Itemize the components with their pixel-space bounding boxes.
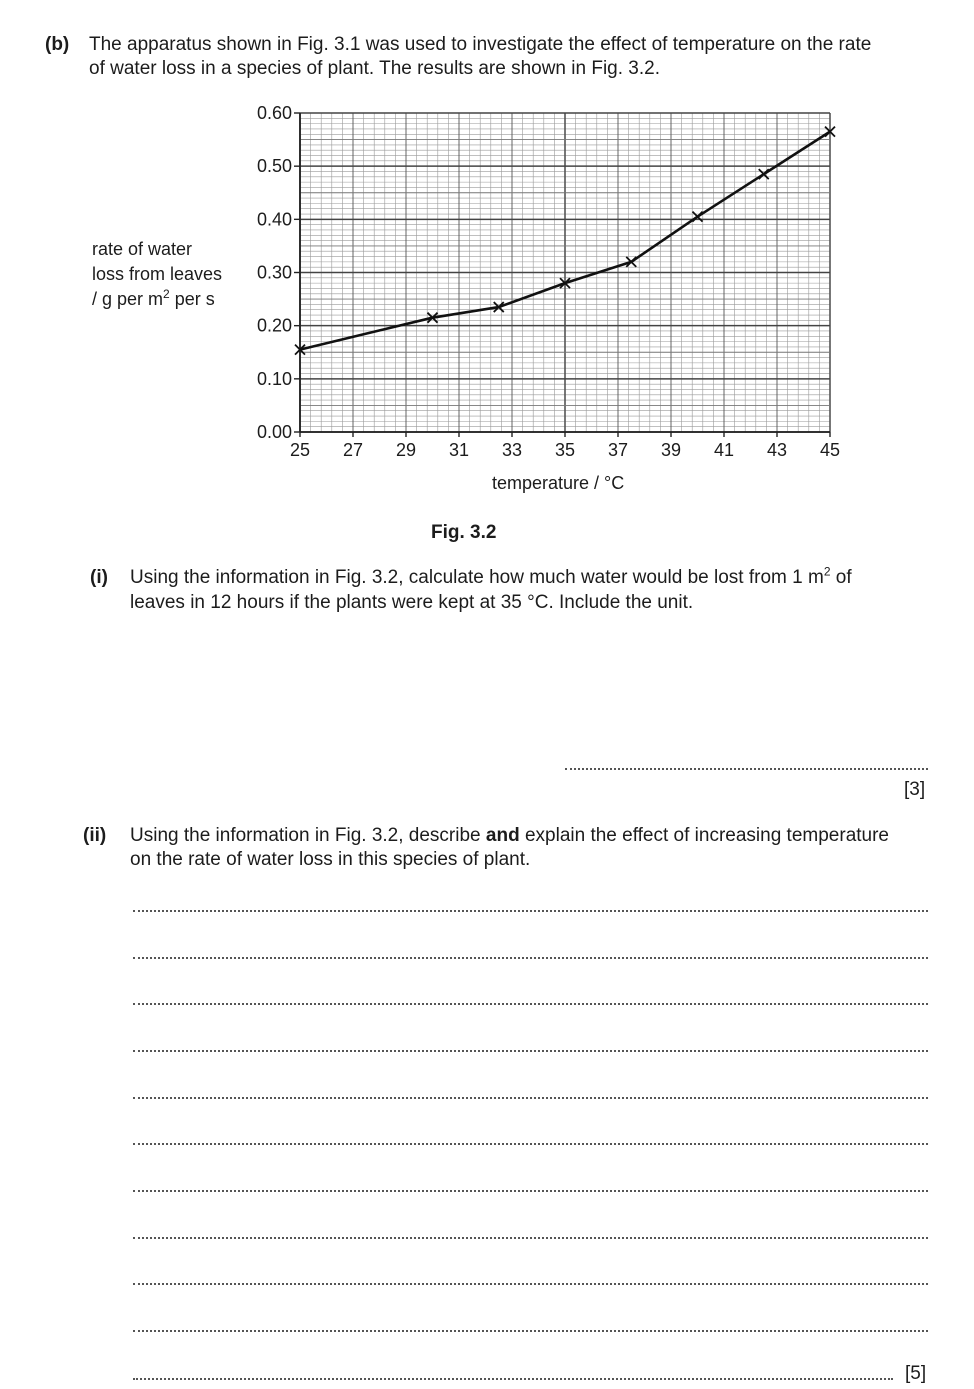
x-axis-label: temperature / °C: [492, 473, 625, 493]
part-i-marks: [3]: [904, 779, 926, 800]
part-b-text-line1: The apparatus shown in Fig. 3.1 was used to investigate the effect of temperature on the rate: [89, 34, 872, 55]
x-tick-label: 35: [554, 440, 576, 460]
x-tick-label: 39: [660, 440, 682, 460]
part-ii-marks: [5]: [905, 1363, 927, 1384]
x-tick-label: 33: [501, 440, 523, 460]
y-axis-label-line3: / g per $m^2$ per s: [92, 287, 215, 309]
part-ii-text-line1: Using the information in Fig. 3.2, describe and explain the effect of increasing temperature: [130, 825, 889, 846]
y-tick-label: 0.30: [256, 262, 292, 283]
part-b-text-line2: of water loss in a species of plant. The results are shown in Fig. 3.2.: [89, 58, 660, 79]
y-tick-label: 0.50: [256, 156, 292, 177]
part-i-text-line1: Using the information in Fig. 3.2, calculate how much water would be lost from 1 $m^2$ of: [130, 564, 852, 588]
part-ii-answer-line-8[interactable]: [133, 1237, 928, 1239]
figure-caption: Fig. 3.2: [431, 522, 497, 543]
y-tick-label: 0.00: [256, 422, 292, 442]
data-point-marker: [693, 212, 703, 222]
x-tick-label: 27: [342, 440, 364, 460]
rate-of-water-loss-chart: [0, 0, 974, 500]
x-tick-label: 31: [448, 440, 470, 460]
x-tick-label: 41: [713, 440, 735, 460]
part-ii-answer-line-1[interactable]: [133, 910, 928, 912]
part-ii-answer-line-7[interactable]: [133, 1190, 928, 1192]
part-ii-answer-line-10[interactable]: [133, 1330, 928, 1332]
part-ii-answer-line-2[interactable]: [133, 957, 928, 959]
part-ii-answer-line-9[interactable]: [133, 1283, 928, 1285]
data-point-marker: [759, 169, 769, 179]
part-ii-answer-line-4[interactable]: [133, 1050, 928, 1052]
y-tick-label: 0.60: [256, 103, 292, 123]
part-ii-label: (ii): [83, 825, 107, 846]
part-i-label: (i): [90, 567, 108, 588]
x-tick-label: 25: [289, 440, 311, 460]
x-tick-label: 45: [819, 440, 841, 460]
part-ii-text-line2: on the rate of water loss in this species of plant.: [130, 849, 531, 870]
y-tick-label: 0.20: [256, 315, 292, 336]
x-tick-label: 37: [607, 440, 629, 460]
x-tick-label: 43: [766, 440, 788, 460]
part-b-label: (b): [45, 34, 70, 55]
y-tick-label: 0.10: [256, 368, 292, 389]
part-ii-answer-line-3[interactable]: [133, 1003, 928, 1005]
part-i-answer-line[interactable]: [565, 768, 928, 770]
part-ii-answer-line-11[interactable]: [133, 1378, 893, 1380]
part-i-text-line2: leaves in 12 hours if the plants were kept at 35 °C. Include the unit.: [130, 592, 694, 613]
part-ii-answer-line-5[interactable]: [133, 1097, 928, 1099]
x-tick-label: 29: [395, 440, 417, 460]
y-axis-label-line1: rate of water: [92, 239, 193, 259]
y-axis-label-line2: loss from leaves: [92, 264, 223, 284]
y-tick-label: 0.40: [256, 209, 292, 230]
part-ii-answer-line-6[interactable]: [133, 1143, 928, 1145]
